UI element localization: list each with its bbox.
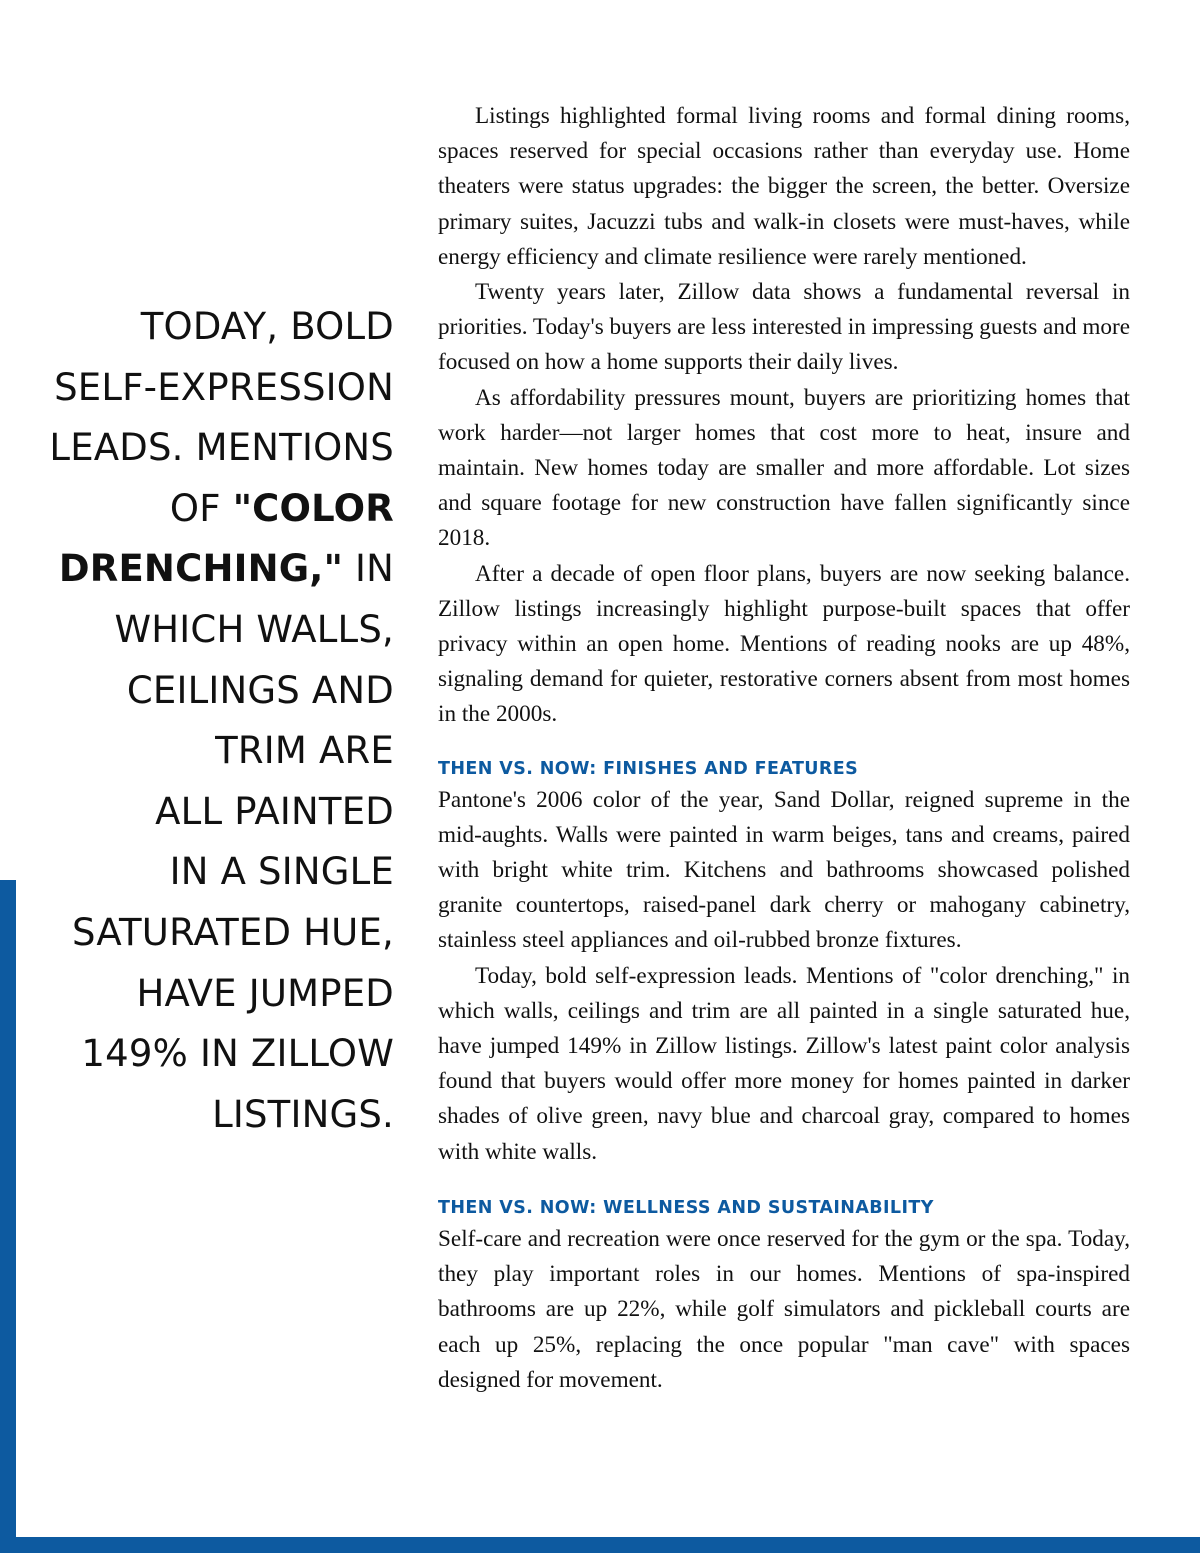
section-heading-wellness: THEN VS. NOW: WELLNESS AND SUSTAINABILITY bbox=[438, 1197, 934, 1218]
article-paragraph: Pantone's 2006 color of the year, Sand Dollar, reigned supreme in the mid-aughts. Walls were painted in warm beiges, tans and creams, paired with bright white trim. Kitchens and bathrooms showcased polished granite countertops, raised-panel dark cherry or mahogany cabinetry, stainless steel appliances and oil-rubbed bronze fixtures. bbox=[438, 786, 1130, 954]
pull-quote bbox=[30, 297, 394, 1145]
article-paragraph: Twenty years later, Zillow data shows a fundamental reversal in priorities. Today's buyers are less interested in impressing guests and more focused on how a home supports their daily lives. bbox=[438, 279, 1130, 376]
article-paragraph: Today, bold self-expression leads. Mentions of "color drenching," in which walls, ceilings and trim are all painted in a single saturated hue, have jumped 149% in Zillow listings. Zillow's latest paint color analysis found that buyers would offer more money for homes painted in darker shades of olive green, navy blue and charcoal gray, compared to homes with white walls. bbox=[438, 962, 1130, 1165]
pull-quote-line: LISTINGS. bbox=[212, 1092, 394, 1136]
pull-quote-text: OF bbox=[169, 486, 233, 530]
pull-quote-line bbox=[30, 479, 394, 540]
article-body bbox=[438, 99, 1130, 1398]
spacer bbox=[438, 733, 1130, 755]
pull-quote-line: TODAY, BOLD bbox=[140, 305, 394, 348]
pull-quote-line: 149% IN ZILLOW bbox=[81, 1032, 394, 1076]
article-paragraph: After a decade of open floor plans, buyers are now seeking balance. Zillow listings increasingly highlight purpose-built spaces that offer privacy within an open home. Mentions of reading nooks are up 48%, signaling demand for quieter, restorative corners absent from most homes in the 2000s. bbox=[438, 560, 1130, 728]
pull-quote-emphasis: DRENCHING," bbox=[58, 547, 344, 591]
article-paragraph: Self-care and recreation were once reserved for the gym or the spa. Today, they play important roles in our homes. Mentions of spa-inspired bathrooms are up 22%, while golf simulators and pickleball courts are each up 25%, replacing the once popular "man cave" with spaces designed for movement. bbox=[438, 1225, 1130, 1393]
spacer bbox=[438, 1170, 1130, 1194]
pull-quote-line: SATURATED HUE, bbox=[71, 910, 394, 954]
pull-quote-line: ALL PAINTED bbox=[155, 789, 394, 833]
pull-quote-line: IN A SINGLE bbox=[169, 850, 394, 894]
pull-quote-line: CEILINGS AND bbox=[126, 668, 394, 712]
pull-quote-emphasis: "COLOR bbox=[232, 486, 394, 530]
pull-quote-line: HAVE JUMPED bbox=[136, 971, 394, 1015]
pull-quote-line bbox=[30, 539, 394, 600]
pull-quote-line: SELF-EXPRESSION bbox=[54, 365, 394, 409]
pull-quote-line: LEADS. MENTIONS bbox=[49, 426, 394, 470]
pull-quote-line: WHICH WALLS, bbox=[114, 607, 394, 651]
left-accent-bar bbox=[0, 880, 16, 1553]
article-paragraph: As affordability pressures mount, buyers are prioritizing homes that work harder—not larger homes that cost more to heat, insure and maintain. New homes today are smaller and more affordable. Lot sizes and square footage for new construction have fallen significantly since 2018. bbox=[438, 384, 1130, 552]
pull-quote-line: TRIM ARE bbox=[215, 729, 394, 773]
bottom-accent-bar bbox=[0, 1537, 1200, 1553]
section-heading-finishes: THEN VS. NOW: FINISHES AND FEATURES bbox=[438, 758, 859, 779]
article-paragraph: Listings highlighted formal living rooms and formal dining rooms, spaces reserved for special occasions rather than everyday use. Home theaters were status upgrades: the bigger the screen, the better. Oversize primary suites, Jacuzzi tubs and walk-in closets were must-haves, while energy efficiency and climate resilience were rarely mentioned. bbox=[438, 103, 1130, 270]
pull-quote-text: IN bbox=[343, 547, 394, 591]
